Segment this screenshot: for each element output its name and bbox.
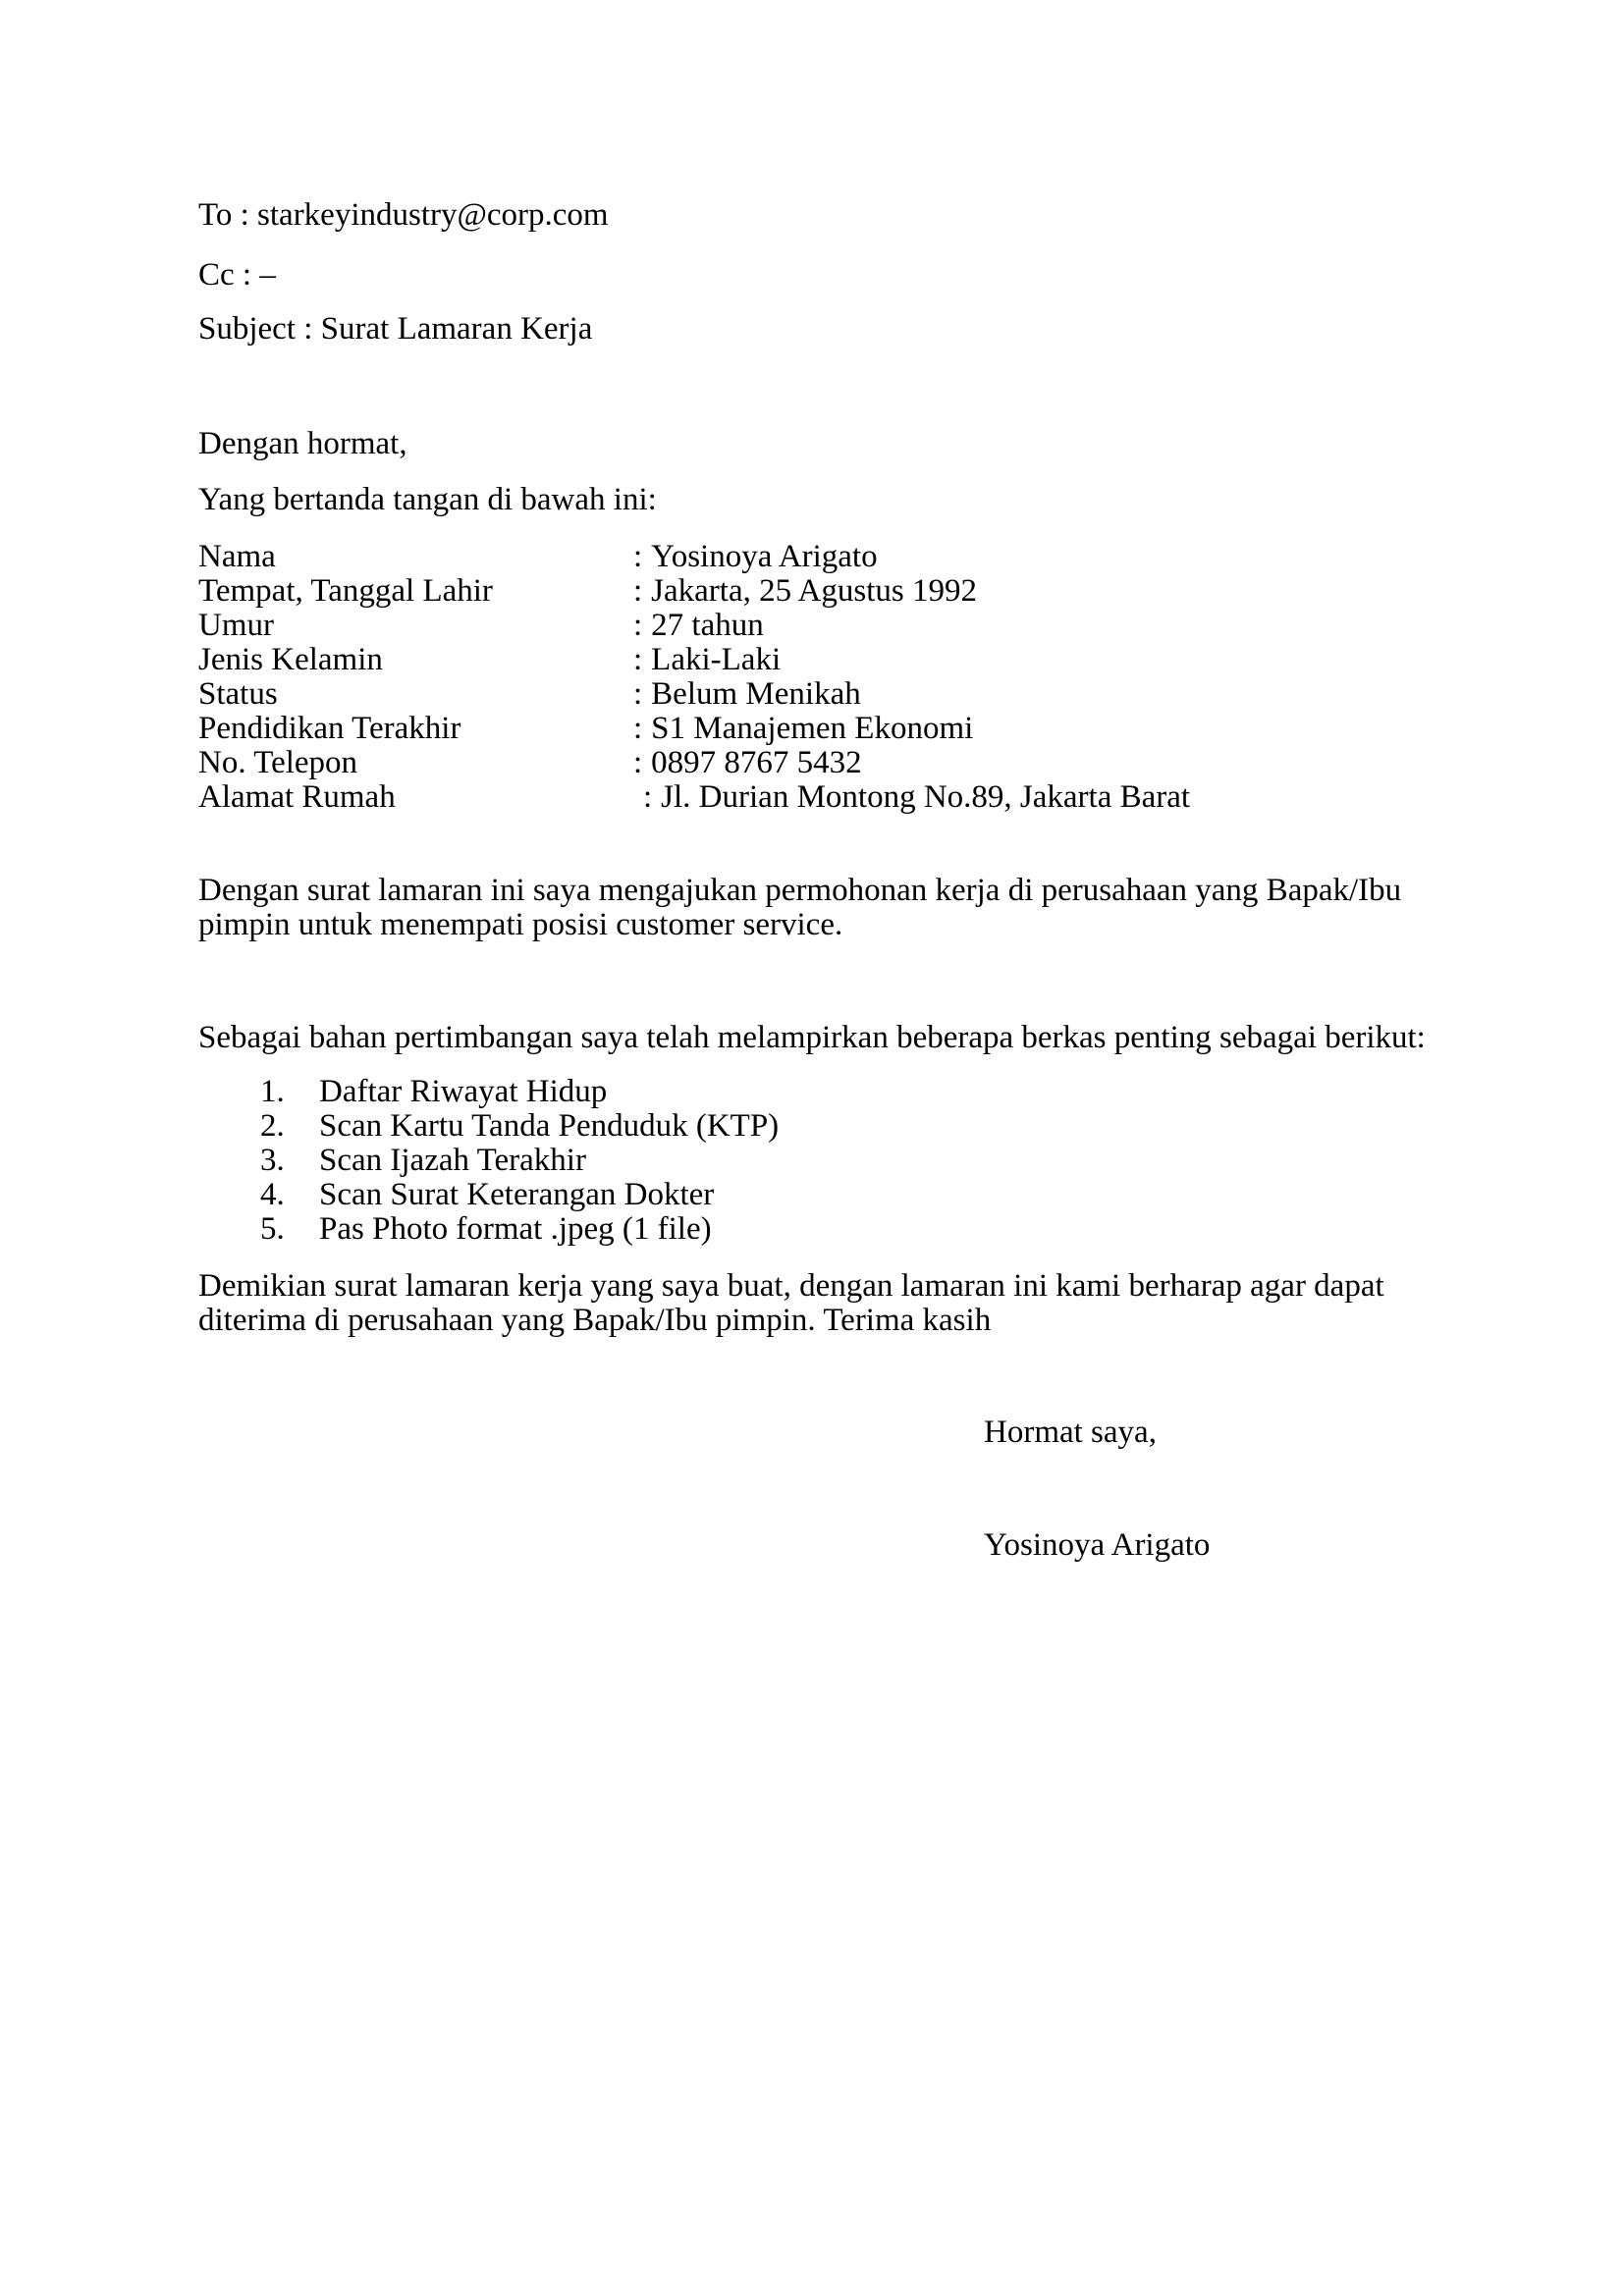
attachment-item	[260, 1109, 1439, 1144]
biodata-value	[633, 574, 1439, 609]
attachment-item-number: 2.	[260, 1108, 285, 1144]
attachment-item-text: Pas Photo format .jpeg (1 file)	[319, 1211, 712, 1247]
salutation: Dengan hormat,	[198, 426, 407, 461]
biodata-separator: :	[643, 779, 653, 815]
attachment-item-number: 1.	[260, 1074, 285, 1109]
email-to-line	[198, 198, 1439, 233]
email-subject-label: Subject	[198, 311, 296, 347]
attachment-item	[260, 1178, 1439, 1212]
attachment-item	[260, 1144, 1439, 1178]
biodata-value-text: Jl. Durian Montong No.89, Jakarta Barat	[661, 779, 1191, 815]
biodata-value	[633, 746, 1439, 780]
closing-paragraph: Demikian surat lamaran kerja yang saya buat, dengan lamaran ini kami berharap agar dapat diterima di perusahaan yang Bapak/Ibu pimpin. Terima kasih	[198, 1268, 1392, 1338]
biodata-separator: :	[633, 608, 643, 643]
attachment-item-text: Scan Surat Keterangan Dokter	[319, 1177, 715, 1212]
biodata-label: Alamat Rumah	[198, 779, 396, 815]
signature-salutation: Hormat saya,	[984, 1415, 1157, 1450]
letter-content	[198, 198, 1439, 1563]
biodata-label: No. Telepon	[198, 745, 358, 780]
biodata-label: Umur	[198, 608, 274, 643]
email-header-separator: :	[242, 257, 252, 293]
attachment-item-text: Scan Ijazah Terakhir	[319, 1143, 586, 1178]
email-cc-label: Cc	[198, 257, 235, 293]
email-cc-value: –	[259, 257, 276, 293]
biodata-label: Pendidikan Terakhir	[198, 711, 461, 746]
attachments-intro-paragraph: Sebagai bahan pertimbangan saya telah melampirkan beberapa berkas penting sebagai berikut:	[198, 1020, 1426, 1055]
email-to-value: starkeyindustry@corp.com	[257, 197, 609, 233]
biodata-row-umur	[198, 609, 1439, 643]
attachment-item-number: 4.	[260, 1177, 285, 1212]
biodata-table	[198, 540, 1439, 815]
biodata-value-text: 0897 8767 5432	[651, 745, 862, 780]
biodata-value	[633, 643, 1439, 677]
signature-block	[984, 1415, 1439, 1563]
email-cc-line	[198, 258, 1439, 293]
biodata-separator: :	[633, 676, 643, 712]
biodata-separator: :	[633, 539, 643, 574]
attachment-item	[260, 1212, 1439, 1247]
biodata-row-status	[198, 677, 1439, 712]
biodata-value	[633, 609, 1439, 643]
attachment-item-text: Scan Kartu Tanda Penduduk (KTP)	[319, 1108, 780, 1144]
biodata-row-jenis-kelamin	[198, 643, 1439, 677]
biodata-separator: :	[633, 711, 643, 746]
biodata-label: Jenis Kelamin	[198, 642, 383, 677]
biodata-label: Tempat, Tanggal Lahir	[198, 573, 493, 609]
biodata-separator: :	[633, 745, 643, 780]
email-to-label: To	[198, 197, 233, 233]
biodata-separator: :	[633, 642, 643, 677]
attachment-item-text: Daftar Riwayat Hidup	[319, 1074, 608, 1109]
biodata-value-text: 27 tahun	[651, 608, 764, 643]
biodata-row-pendidikan-terakhir	[198, 712, 1439, 746]
email-header-separator: :	[303, 311, 313, 347]
biodata-value-text: Yosinoya Arigato	[651, 539, 878, 574]
biodata-label: Status	[198, 676, 278, 712]
biodata-value	[633, 677, 1439, 712]
biodata-row-tempat-tanggal-lahir	[198, 574, 1439, 609]
attachment-item	[260, 1075, 1439, 1109]
biodata-row-no-telepon	[198, 746, 1439, 780]
biodata-value-text: Laki-Laki	[651, 642, 782, 677]
biodata-value-text: Jakarta, 25 Agustus 1992	[651, 573, 977, 609]
attachment-item-number: 3.	[260, 1143, 285, 1178]
intro-line: Yang bertanda tangan di bawah ini:	[198, 482, 657, 517]
biodata-separator: :	[633, 573, 643, 609]
email-header-separator: :	[240, 197, 249, 233]
email-subject-line	[198, 312, 1439, 347]
signature-name: Yosinoya Arigato	[984, 1527, 1211, 1563]
biodata-value	[633, 540, 1439, 574]
attachment-item-number: 5.	[260, 1211, 285, 1247]
biodata-value-text: S1 Manajemen Ekonomi	[651, 711, 974, 746]
application-paragraph: Dengan surat lamaran ini saya mengajukan permohonan kerja di perusahaan yang Bapak/Ibu pimpin untuk menempati posisi customer service.	[198, 873, 1410, 942]
biodata-row-nama	[198, 540, 1439, 574]
biodata-row-alamat-rumah	[198, 780, 1439, 815]
biodata-label: Nama	[198, 539, 276, 574]
biodata-value	[633, 712, 1439, 746]
attachments-list	[198, 1075, 1439, 1247]
biodata-value-text: Belum Menikah	[651, 676, 861, 712]
email-subject-value: Surat Lamaran Kerja	[320, 311, 593, 347]
biodata-value	[633, 780, 1439, 815]
